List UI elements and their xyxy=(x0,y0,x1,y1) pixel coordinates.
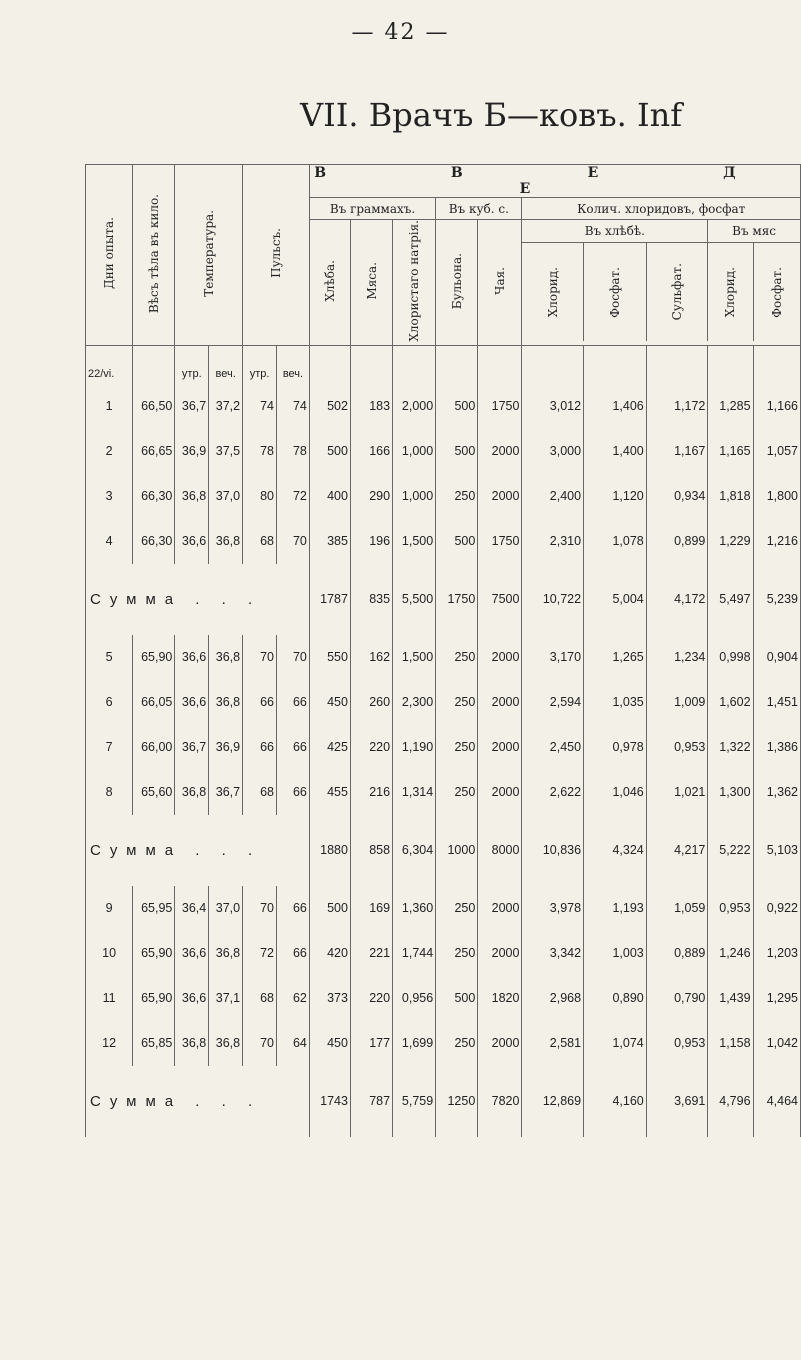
table-cell: 1,285 xyxy=(708,384,753,429)
table-cell: 5,759 xyxy=(393,1066,436,1137)
header-in-bread: Въ хлѣбѣ. xyxy=(522,220,708,242)
table-cell: 3,170 xyxy=(522,635,584,680)
table-cell: 4,172 xyxy=(646,564,708,635)
day-cell: 1 xyxy=(86,384,133,429)
table-cell: 425 xyxy=(309,725,350,770)
table-cell: 64 xyxy=(277,1021,310,1066)
table-cell: 1,295 xyxy=(753,976,800,1021)
table-cell: 70 xyxy=(243,1021,277,1066)
table-cell: 7500 xyxy=(478,564,522,635)
table-cell: 2000 xyxy=(478,429,522,474)
table-cell: 0,953 xyxy=(708,886,753,931)
table-cell: 1,046 xyxy=(584,770,647,815)
table-cell: 1,035 xyxy=(584,680,647,725)
table-cell: 216 xyxy=(350,770,392,815)
table-cell: 1,300 xyxy=(708,770,753,815)
table-cell: 1,167 xyxy=(646,429,708,474)
table-cell: 1,003 xyxy=(584,931,647,976)
table-cell: 65,90 xyxy=(133,976,175,1021)
table-cell: 1,216 xyxy=(753,519,800,564)
table-cell: 420 xyxy=(309,931,350,976)
table-cell: 74 xyxy=(277,384,310,429)
table-cell: 2,450 xyxy=(522,725,584,770)
table-cell: 2,000 xyxy=(393,384,436,429)
table-cell: 196 xyxy=(350,519,392,564)
table-cell: 1,818 xyxy=(708,474,753,519)
table-cell: 36,8 xyxy=(209,931,243,976)
table-cell: 1250 xyxy=(436,1066,478,1137)
table-cell: 250 xyxy=(436,635,478,680)
table-cell: 5,497 xyxy=(708,564,753,635)
table-cell: 5,500 xyxy=(393,564,436,635)
table-cell: 250 xyxy=(436,474,478,519)
table-cell: 2000 xyxy=(478,635,522,680)
table-cell: 500 xyxy=(309,429,350,474)
table-cell: 220 xyxy=(350,976,392,1021)
table-row xyxy=(86,384,801,429)
table-cell: 0,899 xyxy=(646,519,708,564)
table-cell: 0,934 xyxy=(646,474,708,519)
table-cell: 66 xyxy=(277,931,310,976)
table-cell: 4,796 xyxy=(708,1066,753,1137)
header-in-meat: Въ мяс xyxy=(732,224,777,238)
header-in-cc: Въ куб. с. xyxy=(436,198,522,220)
table-cell: 2000 xyxy=(478,770,522,815)
table-row xyxy=(86,474,801,519)
table-cell: 36,8 xyxy=(209,519,243,564)
table-cell: 1750 xyxy=(478,519,522,564)
header-temperature: Температура. xyxy=(175,165,243,346)
pulse-evening-label: веч. xyxy=(277,345,310,384)
sum-label: Сумма . . . xyxy=(86,815,310,886)
sum-row xyxy=(86,815,801,886)
table-cell: 5,103 xyxy=(753,815,800,886)
table-cell: 4,324 xyxy=(584,815,647,886)
day-cell: 10 xyxy=(86,931,133,976)
table-cell: 1,190 xyxy=(393,725,436,770)
table-cell: 290 xyxy=(350,474,392,519)
table-cell: 1,234 xyxy=(646,635,708,680)
table-row xyxy=(86,1021,801,1066)
table-cell: 37,2 xyxy=(209,384,243,429)
table-cell: 1,439 xyxy=(708,976,753,1021)
table-cell: 80 xyxy=(243,474,277,519)
table-row xyxy=(86,635,801,680)
table-cell: 12,869 xyxy=(522,1066,584,1137)
table-cell: 2000 xyxy=(478,931,522,976)
header-nacl: Хлористаго натрія. xyxy=(393,220,436,346)
table-cell: 1,059 xyxy=(646,886,708,931)
table-cell: 162 xyxy=(350,635,392,680)
header-pulse: Пульсъ. xyxy=(243,165,310,346)
table-cell: 1,386 xyxy=(753,725,800,770)
table-cell: 1,172 xyxy=(646,384,708,429)
table-cell: 1,021 xyxy=(646,770,708,815)
table-cell: 36,8 xyxy=(209,680,243,725)
table-cell: 250 xyxy=(436,886,478,931)
table-cell: 36,6 xyxy=(175,976,209,1021)
temp-morning-label: утр. xyxy=(175,345,209,384)
header-broth: Бульона. xyxy=(436,220,478,346)
table-cell: 1750 xyxy=(478,384,522,429)
header-chloride: Хлорид. xyxy=(522,243,584,341)
table-cell: 37,0 xyxy=(209,886,243,931)
day-cell: 11 xyxy=(86,976,133,1021)
table-cell: 4,217 xyxy=(646,815,708,886)
table-cell: 166 xyxy=(350,429,392,474)
table-cell: 1,165 xyxy=(708,429,753,474)
table-cell: 70 xyxy=(277,635,310,680)
table-cell: 2000 xyxy=(478,680,522,725)
table-cell: 66,65 xyxy=(133,429,175,474)
table-cell: 4,464 xyxy=(753,1066,800,1137)
table-cell: 1787 xyxy=(309,564,350,635)
table-cell: 250 xyxy=(436,725,478,770)
table-cell: 7820 xyxy=(478,1066,522,1137)
table-cell: 66 xyxy=(243,725,277,770)
table-cell: 1,042 xyxy=(753,1021,800,1066)
table-cell: 62 xyxy=(277,976,310,1021)
table-cell: 455 xyxy=(309,770,350,815)
table-body xyxy=(86,345,801,1137)
table-cell: 36,6 xyxy=(175,519,209,564)
table-cell: 5,004 xyxy=(584,564,647,635)
table-cell: 37,1 xyxy=(209,976,243,1021)
table-cell: 1,362 xyxy=(753,770,800,815)
table-row xyxy=(86,886,801,931)
day-cell: 12 xyxy=(86,1021,133,1066)
table-row xyxy=(86,725,801,770)
table-cell: 65,90 xyxy=(133,635,175,680)
table-cell: 66,30 xyxy=(133,474,175,519)
table-row xyxy=(86,931,801,976)
table-cell: 36,8 xyxy=(175,1021,209,1066)
table-cell: 1000 xyxy=(436,815,478,886)
table-cell: 2000 xyxy=(478,725,522,770)
table-cell: 1,699 xyxy=(393,1021,436,1066)
table-cell: 1,057 xyxy=(753,429,800,474)
table-cell: 1,800 xyxy=(753,474,800,519)
header-introduced: В В Е Д Е xyxy=(309,165,800,198)
table-cell: 1,120 xyxy=(584,474,647,519)
table-row xyxy=(86,770,801,815)
table-cell: 3,691 xyxy=(646,1066,708,1137)
table-cell: 65,90 xyxy=(133,931,175,976)
table-cell: 2,300 xyxy=(393,680,436,725)
table-cell: 36,6 xyxy=(175,931,209,976)
table-cell: 169 xyxy=(350,886,392,931)
page-title: VII. Врачъ Б—ковъ. Inf xyxy=(300,96,683,134)
table-cell: 2,581 xyxy=(522,1021,584,1066)
table-cell: 250 xyxy=(436,931,478,976)
sublabel-row xyxy=(86,345,801,384)
table-cell: 1743 xyxy=(309,1066,350,1137)
sum-label: Сумма . . . xyxy=(86,564,310,635)
table-cell: 36,7 xyxy=(175,384,209,429)
table-cell: 78 xyxy=(243,429,277,474)
table-cell: 1,314 xyxy=(393,770,436,815)
table-cell: 65,95 xyxy=(133,886,175,931)
header-sulfate: Сульфат. xyxy=(647,243,709,341)
table-cell: 1,203 xyxy=(753,931,800,976)
table-cell: 500 xyxy=(309,886,350,931)
table-cell: 72 xyxy=(277,474,310,519)
table-cell: 3,978 xyxy=(522,886,584,931)
table-cell: 260 xyxy=(350,680,392,725)
table-cell: 1,360 xyxy=(393,886,436,931)
day-cell: 7 xyxy=(86,725,133,770)
table-cell: 37,5 xyxy=(209,429,243,474)
table-cell: 6,304 xyxy=(393,815,436,886)
table-cell: 1,193 xyxy=(584,886,647,931)
table-cell: 221 xyxy=(350,931,392,976)
table-cell: 373 xyxy=(309,976,350,1021)
table-cell: 8000 xyxy=(478,815,522,886)
table-cell: 36,8 xyxy=(175,474,209,519)
table-cell: 10,836 xyxy=(522,815,584,886)
table-cell: 1,246 xyxy=(708,931,753,976)
table-cell: 0,904 xyxy=(753,635,800,680)
table-cell: 36,6 xyxy=(175,635,209,680)
table-cell: 177 xyxy=(350,1021,392,1066)
table-cell: 66 xyxy=(277,725,310,770)
table-cell: 0,790 xyxy=(646,976,708,1021)
table-cell: 1750 xyxy=(436,564,478,635)
sum-row xyxy=(86,1066,801,1137)
table-cell: 36,6 xyxy=(175,680,209,725)
table-cell: 3,012 xyxy=(522,384,584,429)
table-cell: 72 xyxy=(243,931,277,976)
table-cell: 66 xyxy=(243,680,277,725)
table-cell: 36,7 xyxy=(175,725,209,770)
table-cell: 65,85 xyxy=(133,1021,175,1066)
table-cell: 1,322 xyxy=(708,725,753,770)
table-cell: 2,622 xyxy=(522,770,584,815)
table-row xyxy=(86,680,801,725)
table-cell: 1820 xyxy=(478,976,522,1021)
table-cell: 68 xyxy=(243,519,277,564)
table-cell: 0,953 xyxy=(646,1021,708,1066)
table-cell: 400 xyxy=(309,474,350,519)
day-cell: 2 xyxy=(86,429,133,474)
table-cell: 835 xyxy=(350,564,392,635)
table-cell: 500 xyxy=(436,519,478,564)
table-cell: 502 xyxy=(309,384,350,429)
table-cell: 36,4 xyxy=(175,886,209,931)
table-cell: 1,451 xyxy=(753,680,800,725)
day-cell: 9 xyxy=(86,886,133,931)
table-cell: 1,166 xyxy=(753,384,800,429)
table-cell: 70 xyxy=(243,635,277,680)
header-days: Дни опыта. xyxy=(86,165,133,346)
table-row xyxy=(86,429,801,474)
table-cell: 450 xyxy=(309,680,350,725)
header-phosphate: Фосфат. xyxy=(584,243,647,341)
table-cell: 2,400 xyxy=(522,474,584,519)
table-cell: 500 xyxy=(436,384,478,429)
day-cell: 3 xyxy=(86,474,133,519)
page-number: — 42 — xyxy=(351,20,450,45)
table-cell: 2,310 xyxy=(522,519,584,564)
table-cell: 2000 xyxy=(478,1021,522,1066)
date-label: 22/vi. xyxy=(86,345,133,384)
table-cell: 450 xyxy=(309,1021,350,1066)
table-cell: 36,8 xyxy=(175,770,209,815)
table-cell: 68 xyxy=(243,976,277,1021)
table-cell: 550 xyxy=(309,635,350,680)
table-cell: 36,8 xyxy=(209,635,243,680)
table-cell: 36,9 xyxy=(175,429,209,474)
table-cell: 1,500 xyxy=(393,519,436,564)
table-cell: 2,594 xyxy=(522,680,584,725)
header-meat: Мяса. xyxy=(350,220,392,346)
table-cell: 66 xyxy=(277,770,310,815)
table-cell: 68 xyxy=(243,770,277,815)
table-cell: 1,158 xyxy=(708,1021,753,1066)
table-cell: 70 xyxy=(243,886,277,931)
table-cell: 2000 xyxy=(478,886,522,931)
table-cell: 66 xyxy=(277,680,310,725)
table-cell: 183 xyxy=(350,384,392,429)
day-cell: 4 xyxy=(86,519,133,564)
table-cell: 0,998 xyxy=(708,635,753,680)
table-cell: 3,000 xyxy=(522,429,584,474)
table-cell: 36,7 xyxy=(209,770,243,815)
table-cell: 66,30 xyxy=(133,519,175,564)
sum-label: Сумма . . . xyxy=(86,1066,310,1137)
table-cell: 0,922 xyxy=(753,886,800,931)
table-cell: 10,722 xyxy=(522,564,584,635)
header-bread: Хлѣба. xyxy=(309,220,350,346)
table-cell: 36,8 xyxy=(209,1021,243,1066)
table-cell: 4,160 xyxy=(584,1066,647,1137)
table-row xyxy=(86,976,801,1021)
table-cell: 0,890 xyxy=(584,976,647,1021)
table-cell: 66 xyxy=(277,886,310,931)
table-cell: 37,0 xyxy=(209,474,243,519)
table-cell: 1,074 xyxy=(584,1021,647,1066)
table-cell: 500 xyxy=(436,429,478,474)
table-cell: 3,342 xyxy=(522,931,584,976)
table-cell: 1,009 xyxy=(646,680,708,725)
table-cell: 66,00 xyxy=(133,725,175,770)
header-in-grams: Въ граммахъ. xyxy=(309,198,435,220)
table-cell: 250 xyxy=(436,770,478,815)
table-cell: 78 xyxy=(277,429,310,474)
table-cell: 70 xyxy=(277,519,310,564)
table-cell: 1,078 xyxy=(584,519,647,564)
table-cell: 66,05 xyxy=(133,680,175,725)
sum-row xyxy=(86,564,801,635)
table-cell: 787 xyxy=(350,1066,392,1137)
table-cell: 1,265 xyxy=(584,635,647,680)
table-cell: 1,500 xyxy=(393,635,436,680)
table-cell: 74 xyxy=(243,384,277,429)
table-cell: 250 xyxy=(436,680,478,725)
table-cell: 1,000 xyxy=(393,474,436,519)
table-cell: 1,000 xyxy=(393,429,436,474)
pulse-morning-label: утр. xyxy=(243,345,277,384)
table-cell: 1880 xyxy=(309,815,350,886)
header-phosphate-meat: Фосфат. xyxy=(769,266,784,318)
table-cell: 1,400 xyxy=(584,429,647,474)
table-cell: 500 xyxy=(436,976,478,1021)
table-cell: 65,60 xyxy=(133,770,175,815)
temp-evening-label: веч. xyxy=(209,345,243,384)
table-cell: 0,889 xyxy=(646,931,708,976)
day-cell: 6 xyxy=(86,680,133,725)
table-cell: 66,50 xyxy=(133,384,175,429)
data-table xyxy=(85,164,801,1137)
table-cell: 0,978 xyxy=(584,725,647,770)
day-cell: 5 xyxy=(86,635,133,680)
table-cell: 0,956 xyxy=(393,976,436,1021)
table-cell: 5,239 xyxy=(753,564,800,635)
table-cell: 1,406 xyxy=(584,384,647,429)
table-cell: 220 xyxy=(350,725,392,770)
table-cell: 250 xyxy=(436,1021,478,1066)
header-weight: Вѣсъ тѣла въ кило. xyxy=(133,165,175,346)
table-cell: 36,9 xyxy=(209,725,243,770)
header-quantity: Колич. хлоридовъ, фосфат xyxy=(522,198,801,220)
table-cell: 2000 xyxy=(478,474,522,519)
header-tea: Чая. xyxy=(478,220,522,346)
table-cell: 385 xyxy=(309,519,350,564)
table-cell: 858 xyxy=(350,815,392,886)
table-row xyxy=(86,519,801,564)
day-cell: 8 xyxy=(86,770,133,815)
table-cell: 5,222 xyxy=(708,815,753,886)
header-chloride-meat: Хлорид. xyxy=(708,243,753,341)
table-cell: 1,744 xyxy=(393,931,436,976)
table-cell: 1,602 xyxy=(708,680,753,725)
table-cell: 2,968 xyxy=(522,976,584,1021)
table-cell: 1,229 xyxy=(708,519,753,564)
table-cell: 0,953 xyxy=(646,725,708,770)
